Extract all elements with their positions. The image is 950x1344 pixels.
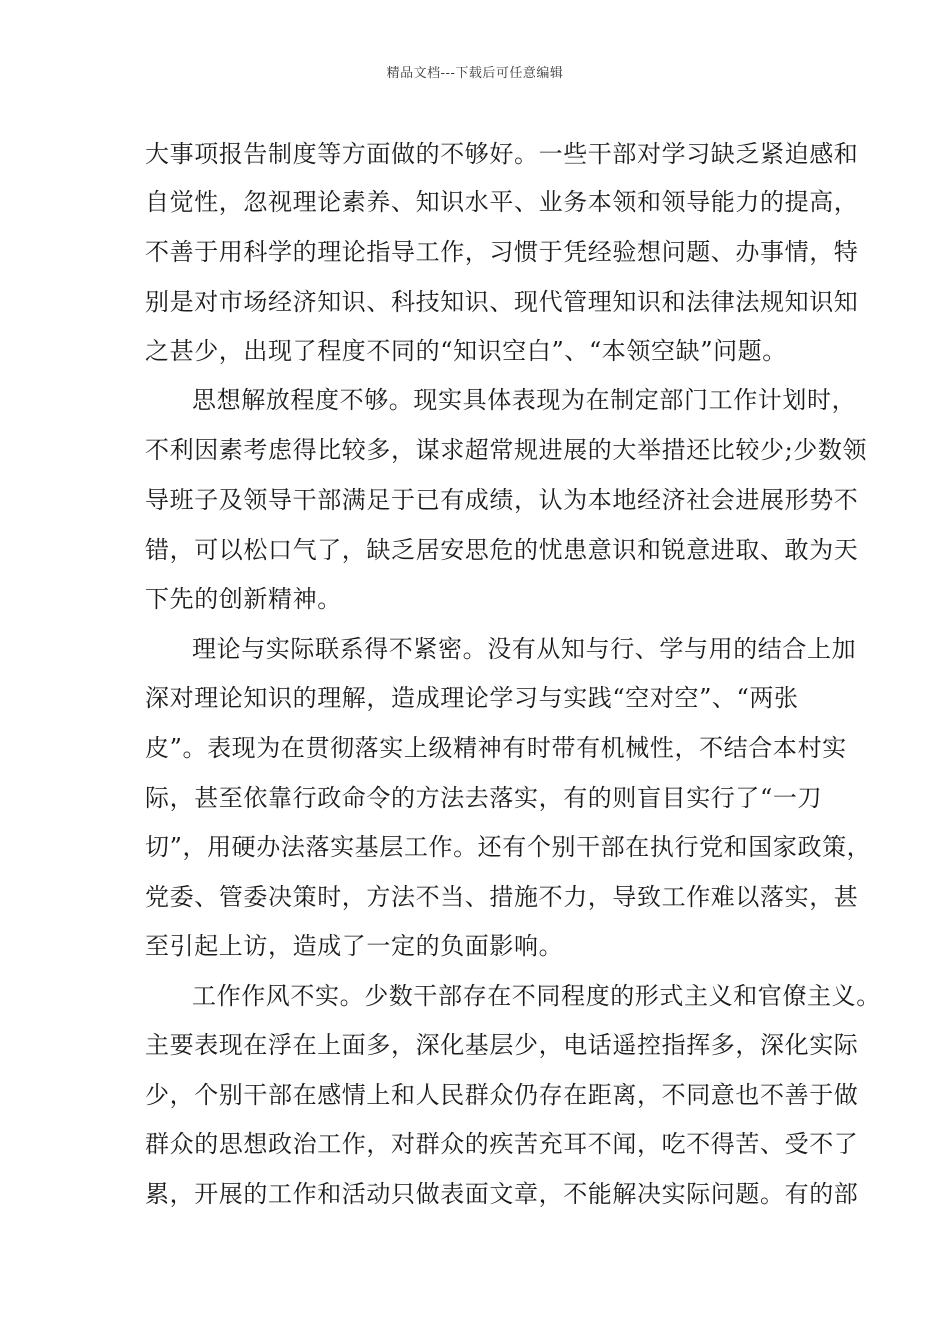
text-line: 主要表现在浮在上面多，深化基层少，电话遥控指挥多，深化实际 xyxy=(145,1031,859,1059)
text-line: 际，甚至依靠行政命令的方法去落实，有的则盲目实行了“一刀 xyxy=(145,784,823,812)
text-line: 下先的创新精神。 xyxy=(145,585,342,613)
text-line: 不利因素考虑得比较多，谋求超常规进展的大举措还比较少;少数领 xyxy=(145,436,868,464)
text-line: 少，个别干部在感情上和人民群众仍存在距离，不同意也不善于做 xyxy=(145,1081,859,1109)
text-line: 切”，用硬办法落实基层工作。还有个别干部在执行党和国家政策， xyxy=(145,833,872,861)
text-line: 不善于用科学的理论指导工作，习惯于凭经验想问题、办事情，特 xyxy=(145,238,859,266)
text-line: 皮”。表现为在贯彻落实上级精神有时带有机械性，不结合本村实 xyxy=(145,734,847,762)
text-line: 深对理论知识的理解，造成理论学习与实践“空对空”、“两张 xyxy=(145,684,799,712)
text-line: 大事项报告制度等方面做的不够好。一些干部对学习缺乏紧迫感和 xyxy=(145,140,859,168)
text-line: 党委、管委决策时，方法不当、措施不力，导致工作难以落实，甚 xyxy=(145,883,859,911)
page-header: 精品文档---下载后可任意编辑 xyxy=(386,66,564,81)
text-line: 错，可以松口气了，缺乏居安思危的忧患意识和锐意进取、敢为天 xyxy=(145,536,859,564)
text-line: 至引起上访，造成了一定的负面影响。 xyxy=(145,932,564,960)
text-line: 导班子及领导干部满足于已有成绩，认为本地经济社会进展形势不 xyxy=(145,486,859,514)
text-line: 群众的思想政治工作，对群众的疾苦充耳不闻，吃不得苦、受不了 xyxy=(145,1130,859,1158)
text-line: 自觉性，忽视理论素养、知识水平、业务本领和领导能力的提高， xyxy=(145,188,859,216)
text-line: 累，开展的工作和活动只做表面文章，不能解决实际问题。有的部 xyxy=(145,1180,859,1208)
paragraph-first-line: 思想解放程度不够。现实具体表现为在制定部门工作计划时， xyxy=(192,386,857,414)
paragraph-first-line: 理论与实际联系得不紧密。没有从知与行、学与用的结合上加 xyxy=(192,635,857,663)
paragraph-first-line: 工作作风不实。少数干部存在不同程度的形式主义和官僚主义。 xyxy=(192,982,881,1010)
text-line: 别是对市场经济知识、科技知识、现代管理知识和法律法规知识知 xyxy=(145,288,859,316)
text-line: 之甚少，出现了程度不同的“知识空白”、“本领空缺”问题。 xyxy=(145,337,787,365)
